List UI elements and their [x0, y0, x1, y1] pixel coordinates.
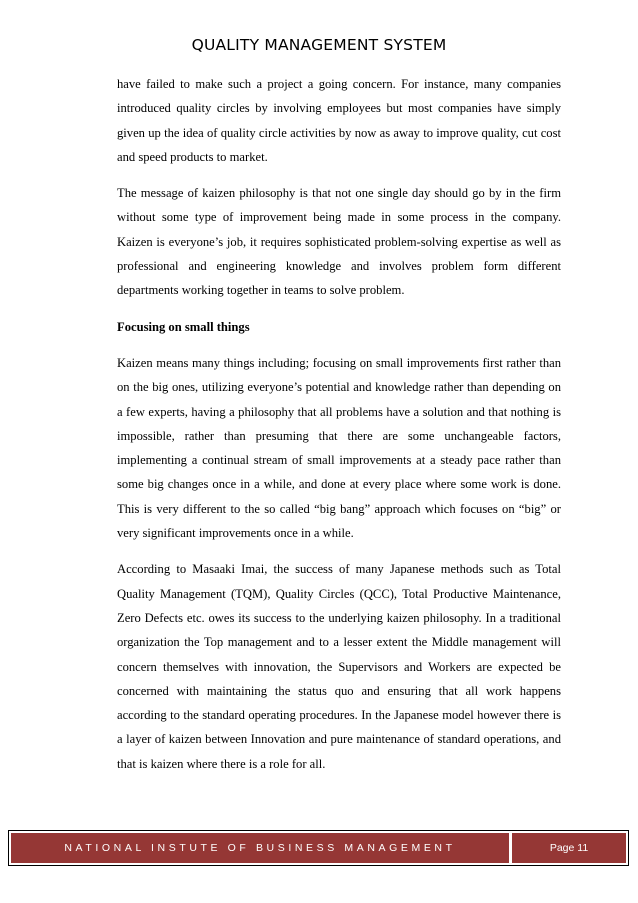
page-header-title: QUALITY MANAGEMENT SYSTEM [191, 36, 447, 54]
paragraph-4: According to Masaaki Imai, the success of many Japanese methods such as Total Quality Management (TQM), Quality Circles (QCC), Total Productive Maintenance, Zero Defects etc. owes its success to the underlying kaizen philosophy. In a traditional organization the Top management and to a lesser extent the Middle management will concern themselves with innovation, the Supervisors and Workers are expected be concerned with maintaining the status quo and ensuring that all work happens according to the standard operating procedures. In the Japanese model however there is a layer of kaizen between Innovation and pure maintenance of standard operations, and that is kaizen where there is a role for all. [117, 562, 561, 771]
page-footer [8, 830, 629, 866]
paragraph-2: The message of kaizen philosophy is that not one single day should go by in the firm without some type of improvement being made in some process in the company. Kaizen is everyone’s job, it requires sophisticated problem-solving expertise as well as professional and engineering knowledge and involves problem form different departments working together in teams to solve problem. [117, 186, 561, 298]
section-heading: Focusing on small things [117, 319, 250, 334]
document-body [117, 72, 561, 788]
paragraph-1: have failed to make such a project a going concern. For instance, many companies introduced quality circles by involving employees but most companies have simply given up the idea of quality circle activities by now as away to improve quality, cut cost and speed products to market. [117, 77, 561, 164]
footer-page-number: Page 11 [512, 833, 626, 863]
footer-institute-name: NATIONAL INSTUTE OF BUSINESS MANAGEMENT [11, 833, 509, 863]
paragraph-3: Kaizen means many things including; focusing on small improvements first rather than on the big ones, utilizing everyone’s potential and knowledge rather than depending on a few experts, having a philosophy that all problems have a solution and that nothing is impossible, rather than presuming that there are some unchangeable factors, implementing a continual stream of small improvements at a steady pace rather than some big changes once in a while, and done at every place where some work is done. This is very different to the so called “big bang” approach which focuses on “big” or very significant improvements once in a while. [117, 355, 561, 541]
